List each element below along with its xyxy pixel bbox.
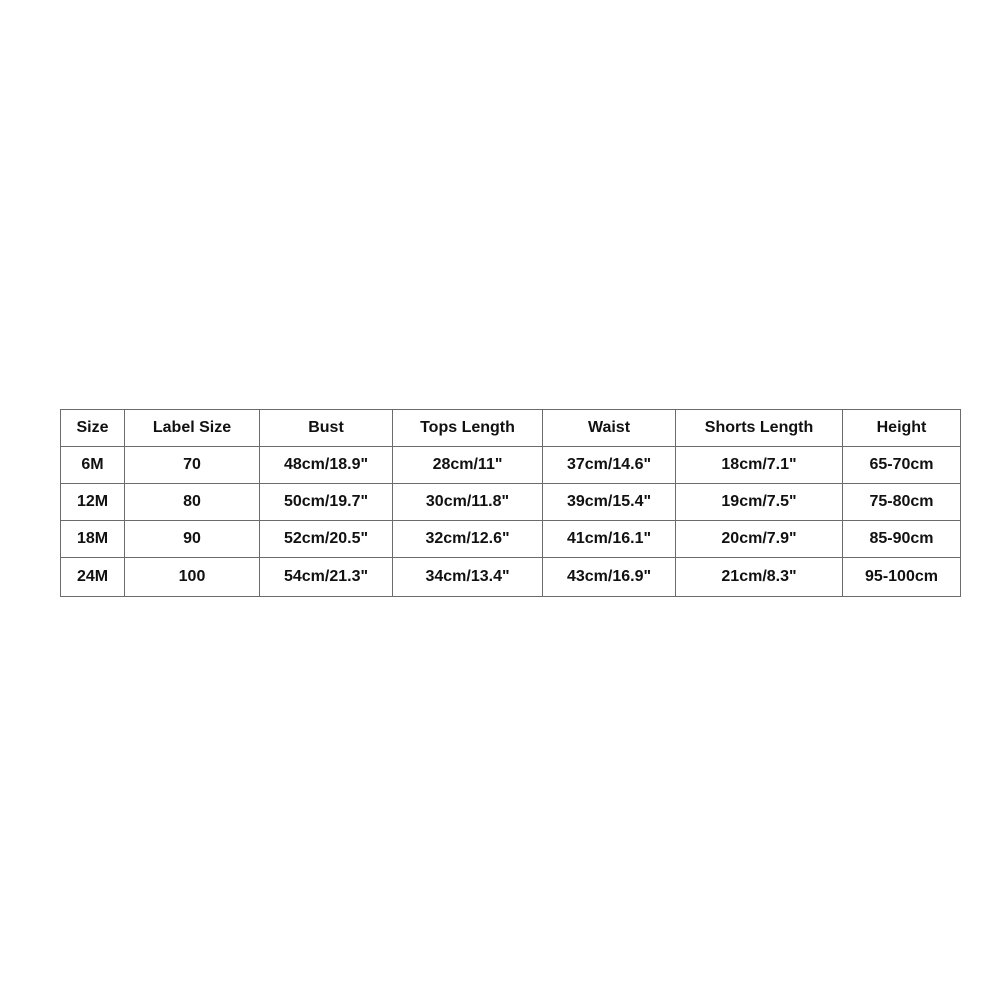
table-cell: 24M — [61, 558, 125, 597]
table-row — [61, 484, 961, 521]
table-header-row — [61, 410, 961, 447]
table-row — [61, 447, 961, 484]
column-header-label-size: Label Size — [125, 410, 260, 447]
table-cell: 80 — [125, 484, 260, 521]
table-cell: 6M — [61, 447, 125, 484]
table-cell: 75-80cm — [843, 484, 961, 521]
table-cell: 95-100cm — [843, 558, 961, 597]
column-header-size: Size — [61, 410, 125, 447]
table-cell: 100 — [125, 558, 260, 597]
table-cell: 18M — [61, 521, 125, 558]
column-header-shorts-length: Shorts Length — [676, 410, 843, 447]
size-chart-table — [60, 409, 961, 597]
table-cell: 48cm/18.9" — [260, 447, 393, 484]
table-cell: 37cm/14.6" — [543, 447, 676, 484]
table-cell: 21cm/8.3" — [676, 558, 843, 597]
table-cell: 32cm/12.6" — [393, 521, 543, 558]
column-header-tops-length: Tops Length — [393, 410, 543, 447]
table-cell: 70 — [125, 447, 260, 484]
table-row — [61, 521, 961, 558]
table-cell: 50cm/19.7" — [260, 484, 393, 521]
table-cell: 19cm/7.5" — [676, 484, 843, 521]
table-cell: 30cm/11.8" — [393, 484, 543, 521]
table-cell: 65-70cm — [843, 447, 961, 484]
table-cell: 52cm/20.5" — [260, 521, 393, 558]
table-cell: 12M — [61, 484, 125, 521]
table-cell: 20cm/7.9" — [676, 521, 843, 558]
column-header-bust: Bust — [260, 410, 393, 447]
table-cell: 39cm/15.4" — [543, 484, 676, 521]
table-cell: 90 — [125, 521, 260, 558]
table-cell: 54cm/21.3" — [260, 558, 393, 597]
table-cell: 41cm/16.1" — [543, 521, 676, 558]
column-header-height: Height — [843, 410, 961, 447]
table-cell: 28cm/11" — [393, 447, 543, 484]
table-cell: 18cm/7.1" — [676, 447, 843, 484]
table-cell: 43cm/16.9" — [543, 558, 676, 597]
table-cell: 85-90cm — [843, 521, 961, 558]
table-row — [61, 558, 961, 597]
column-header-waist: Waist — [543, 410, 676, 447]
table-cell: 34cm/13.4" — [393, 558, 543, 597]
